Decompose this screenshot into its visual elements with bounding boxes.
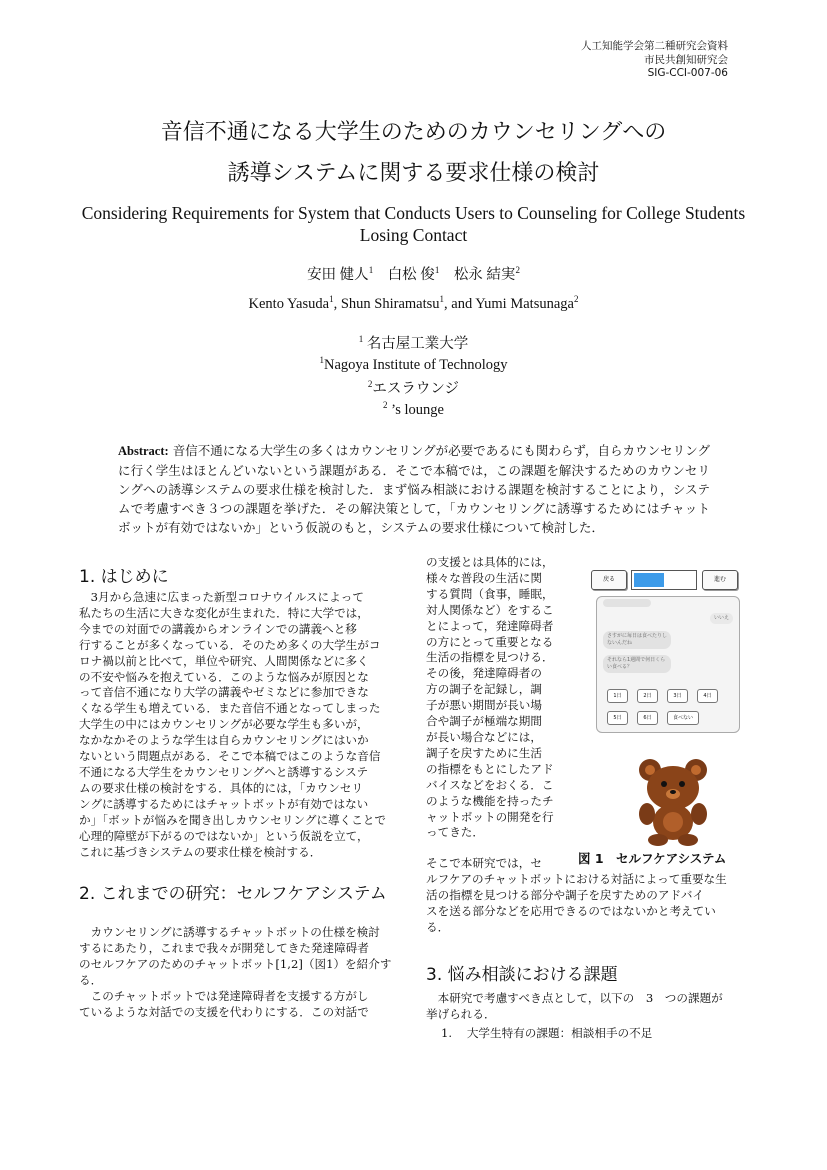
- col2_lines-line: する質問（食事，睡眠，: [426, 586, 554, 601]
- s1_lines-line: 大学生の中にはカウンセリングが必要な学生も多いが，: [79, 717, 369, 732]
- conference-header: [581, 40, 728, 81]
- title-ja-line-2: 誘導システムに関する要求仕様の検討: [227, 161, 600, 186]
- abstract-text: 音信不通になる大学生の多くはカウンセリングが必要であるにも関わらず，自らカウンセリングに行く学生はほとんどいないという課題がある．そこで本稿では，この課題を解決するためのカウンセリングへの誘導システムの要求仕様を検討した．まず悩み相談における課題を検討することにより，システムで考慮すべき３つの課題を挙げた．その解決策として，「カウンセリングに誘導するためにはチャットボットが有効ではないか」という仮説のもと，システムの要求仕様について検討した．: [118, 443, 710, 535]
- s1_lines-line: 私たちの生活に大きな変化が生まれた．特に大学では，: [79, 605, 369, 620]
- s1_lines-line: ロナ禍以前と比べて，単位や研究、人間関係などに多く: [79, 653, 369, 668]
- header-line-2: 市民共創知研究会: [644, 53, 728, 66]
- s1_lines-line: 行することが多くなっている．そのため多くの大学生がコ: [79, 637, 381, 652]
- col2_lines-line: ャットボットの開発を行: [426, 809, 554, 824]
- s2_lines-line: このチャットボットでは発達障碍者を支援する方がし: [79, 988, 369, 1003]
- option-button-1[interactable]: 1日: [607, 689, 628, 703]
- col2_lines-line: 様々な普段の生活に関: [426, 570, 542, 585]
- option-button-6[interactable]: 6日: [637, 711, 658, 725]
- s1_lines-line: 3月から急速に広まった新型コロナウイルスによって: [79, 590, 364, 604]
- abstract: [118, 441, 710, 537]
- aff1-ja-text: 名古屋工業大学: [366, 336, 469, 352]
- chat-window: [596, 596, 740, 733]
- author-en-2: Shun Shiramatsu: [340, 295, 440, 312]
- s1_lines-line: の不安や悩みを抱えている．このような悩みが原因とな: [79, 669, 369, 684]
- col2_lines-line: の指標をもとにしたアド: [426, 761, 554, 776]
- next-button[interactable]: 進む: [702, 570, 738, 590]
- author-en-1-aff: 1: [329, 294, 334, 304]
- header-line-1: 人工知能学会第二種研究会資料: [581, 40, 728, 52]
- back-button[interactable]: 戻る: [591, 570, 627, 590]
- author-ja-3: 松永 結実: [453, 267, 516, 283]
- s2_lines-line: カウンセリングに誘導するチャットボットの仕様を検討: [79, 925, 380, 939]
- abstract-label: Abstract:: [118, 444, 169, 458]
- aff1-en-text: Nagoya Institute of Technology: [323, 356, 508, 373]
- author-ja-1-aff: 1: [368, 265, 374, 276]
- author-ja-1: 安田 健人: [307, 267, 369, 283]
- item-text: 大学生特有の課題：相談相手の不足: [466, 1026, 653, 1040]
- aff2-en-num: 2: [383, 400, 388, 410]
- figure-1-selfcare-ui: [588, 566, 743, 848]
- s1_lines-line: ングに誘導するためにはチャットボットが有効ではない: [79, 796, 369, 811]
- chat-bubble-bot-2: それなら1週間で何日くらい食べる？: [603, 655, 671, 673]
- column-2-wide-text: [426, 856, 750, 936]
- section-1-title: 1. はじめに: [79, 567, 169, 587]
- aff2-num: 2: [367, 379, 373, 390]
- col2_lines-line: バイスなどをおくる．こ: [426, 777, 554, 792]
- s1_lines-line: 心理的障壁が下がるのではないか」という仮説を立て，: [79, 828, 369, 843]
- col2_wide_lines-line: る．: [426, 919, 450, 934]
- s2_lines-line: る．: [79, 972, 103, 987]
- section-1-body: [79, 590, 409, 860]
- s1_lines-line: ムの要求仕様の検討をする．具体的には，「カウンセリ: [79, 780, 364, 795]
- author-en-2-aff: 1: [439, 294, 445, 304]
- title-en: Considering Requirements for System that Conducts Users to Counseling for College Students Losing Contact: [81, 203, 746, 245]
- section-3-title: 3. 悩み相談における課題: [426, 965, 618, 985]
- col2_wide_lines-line: そこで本研究では，セ: [426, 856, 542, 870]
- aff2-ja-text: エスラウンジ: [372, 381, 460, 397]
- chat-bubble-faded: [603, 599, 651, 607]
- col2_wide_lines-line: スを送る部分などを応用できるのではないかと考えてい: [426, 903, 716, 918]
- affiliation-2-ja: [0, 377, 827, 398]
- col2_lines-line: のような機能を持ったチ: [426, 793, 554, 808]
- col2_lines-line: が長い場合などには，: [426, 729, 542, 744]
- s1_lines-line: ないという問題点がある．そこで本稿ではこのような音信: [79, 749, 381, 764]
- s2_lines-line: するにあたり，これまで我々が開発してきた発達障碍者: [79, 940, 369, 955]
- s1_lines-line: か」「ボットが悩みを聞き出しカウンセリングに導くことで: [79, 812, 387, 827]
- author-en-1: Kento Yasuda: [248, 295, 330, 312]
- col2_lines-line: 調子を戻すために生活: [426, 745, 542, 760]
- option-button-5[interactable]: 5日: [607, 711, 628, 725]
- section-3-item-1: [441, 1026, 751, 1042]
- affiliation-2-en: [0, 400, 827, 419]
- option-button-none[interactable]: 食べない: [667, 711, 699, 725]
- col2_lines-line: 合や調子が極端な期間: [426, 714, 542, 729]
- s2_lines-line: のセルフケアのためのチャットボット[1,2]（図1）を紹介す: [79, 956, 392, 971]
- affiliation-1-ja: [0, 332, 827, 353]
- authors-ja: [0, 263, 827, 284]
- figure-1-caption: 図 1 セルフケアシステム: [578, 851, 727, 866]
- author-en-3-aff: 2: [573, 294, 579, 304]
- s1_lines-line: 今までの対面での講義からオンラインでの講義へと移: [79, 621, 357, 636]
- progress-bar: [631, 570, 697, 590]
- s3_lines-line: 挙げられる．: [426, 1006, 496, 1021]
- col2_lines-line: 子が悪い期間が長い場: [426, 698, 542, 713]
- col2_wide_lines-line: ルフケアのチャットボットにおける対話によって重要な生: [426, 871, 727, 886]
- column-2-narrow-text: [426, 555, 571, 841]
- col2_lines-line: とによって，発達障碍者: [426, 618, 554, 633]
- col2_wide_lines-line: 活の指標を見つける部分や調子を戻すためのアドバイ: [426, 887, 705, 902]
- col2_lines-line: ってきた．: [426, 825, 484, 840]
- col2_lines-line: 生活の指標を見つける．: [426, 650, 554, 665]
- s1_lines-line: って音信不通になり大学の講義やゼミなどに参加できな: [79, 685, 369, 700]
- s1_lines-line: くなる学生も増えている．また音信不通となってしまった: [79, 701, 381, 716]
- author-ja-2-aff: 1: [434, 265, 440, 276]
- chat-bubble-user: いいえ: [710, 613, 733, 624]
- s3_lines-line: 本研究で考慮すべき点として，以下の 3 つの課題が: [426, 991, 723, 1005]
- s1_lines-line: 不通になる大学生をカウンセリングへと誘導するシステ: [79, 764, 369, 779]
- item-number: 1.: [441, 1026, 453, 1040]
- progress-fill: [634, 573, 664, 587]
- s2_lines-line: ているような対話での支援を代わりにする．この対話で: [79, 1004, 369, 1019]
- col2_lines-line: の方にとって重要となる: [426, 634, 554, 649]
- chat-bubble-bot-1: さすがに毎日は食べたりしないんだね: [603, 631, 671, 649]
- aff2-en-text: ’s lounge: [391, 401, 444, 418]
- author-en-3: and Yumi Matsunaga: [451, 295, 574, 312]
- teddy-bear-icon: [628, 756, 718, 846]
- section-3-body: [426, 991, 750, 1023]
- col2_lines-line: その後，発達障碍者の: [426, 666, 542, 681]
- col2_lines-line: 対人関係など）をするこ: [426, 602, 554, 617]
- title-ja-line-1: 音信不通になる大学生のためのカウンセリングへの: [160, 120, 667, 145]
- author-ja-2: 白松 俊: [387, 267, 435, 283]
- option-button-3[interactable]: 3日: [667, 689, 688, 703]
- option-button-4[interactable]: 4日: [697, 689, 718, 703]
- section-2-body: [79, 925, 409, 1020]
- col2_lines-line: の支援とは具体的には，: [426, 555, 554, 569]
- col2_lines-line: 方の調子を記録し，調: [426, 682, 542, 697]
- aff1-num: 1: [358, 334, 364, 345]
- option-button-2[interactable]: 2日: [637, 689, 658, 703]
- author-ja-3-aff: 2: [515, 265, 520, 276]
- s1_lines-line: なかなかそのような学生は自らカウンセリングにはいか: [79, 733, 369, 748]
- authors-en: Kento Yasuda$^1$, Shun Shiramatsu$^1$, and Yumi Matsunaga$^2$: [248, 294, 579, 312]
- aff1-en-num: 1: [319, 355, 324, 365]
- section-2-title: 2. これまでの研究：セルフケアシステム: [79, 884, 387, 904]
- header-line-3: SIG-CCI-007-06: [647, 67, 728, 79]
- affiliation-1-en: [0, 355, 827, 374]
- s1_lines-line: これに基づきシステムの要求仕様を検討する．: [79, 844, 322, 859]
